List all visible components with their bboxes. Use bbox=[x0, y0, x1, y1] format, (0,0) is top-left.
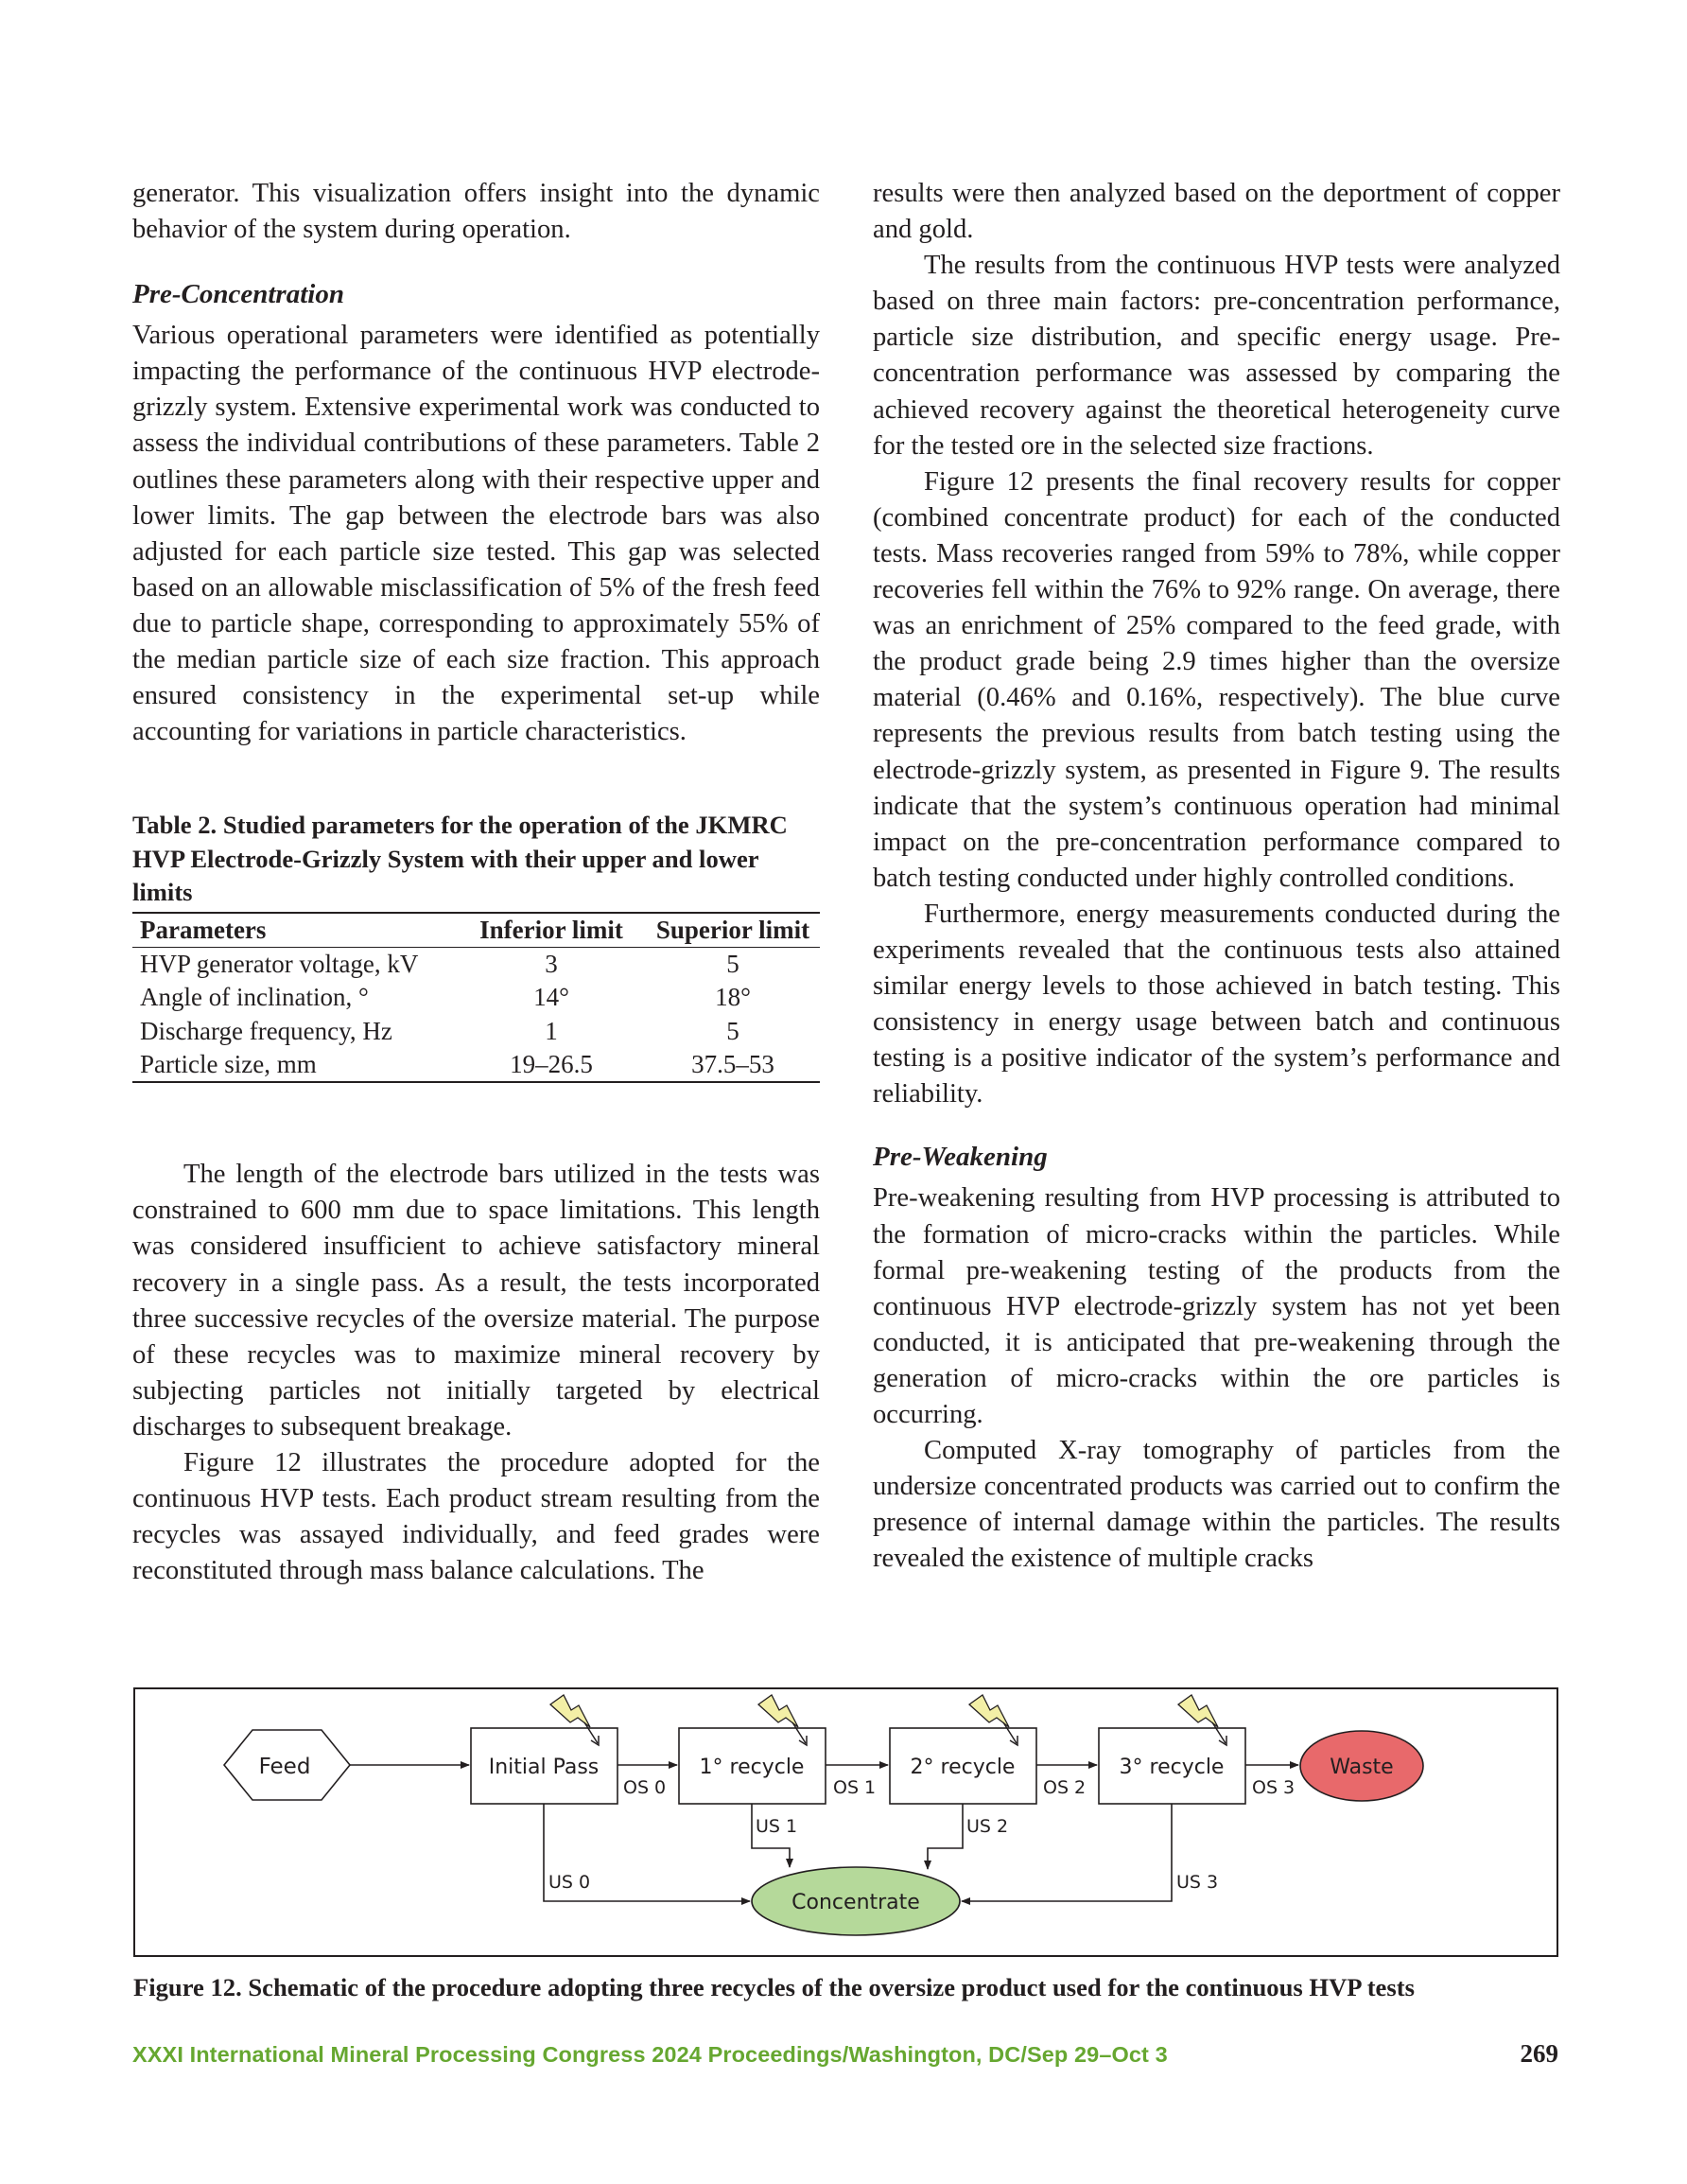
pre-weakening-paragraph-2: Computed X-ray tomography of particles from the undersize concentrated products was carried out to confirm the presence of internal damage within the particles. The results revealed the existence of multiple cracks bbox=[873, 1436, 1560, 1574]
recycle3-label: 3° recycle bbox=[1119, 1756, 1225, 1779]
waste-label: Waste bbox=[1330, 1756, 1394, 1779]
table-row bbox=[132, 1015, 820, 1048]
table-row bbox=[132, 948, 820, 982]
stream-label-os2: OS 2 bbox=[1043, 1777, 1087, 1798]
pre-weakening-paragraph-1: Pre-weakening resulting from HVP processing is attributed to the formation of micro-cracks within the particles. While formal pre-weakening testing of the products from the continuous HVP electrode-grizzly system has not yet been conducted, it is anticipated that pre-weakening through the generation of micro-cracks within the ore particles is occurring. bbox=[873, 1183, 1560, 1429]
left-column bbox=[132, 176, 820, 1589]
initial-pass-label: Initial Pass bbox=[488, 1756, 600, 1779]
page-number: 269 bbox=[1520, 2039, 1558, 2068]
stream-label-us3: US 3 bbox=[1176, 1872, 1219, 1893]
right-column bbox=[873, 176, 1560, 1577]
table-row bbox=[132, 1048, 820, 1082]
results-paragraph-2: The results from the continuous HVP tests were analyzed based on three main factors: pre-concentration performance, particle size distribution, and specific energy usage. Pre-concentration performance was assessed by comparing the achieved recovery against the theoretical heterogeneity curve for the tested ore in the selected size fractions. bbox=[873, 251, 1560, 461]
table-header-cell: Parameters bbox=[132, 913, 457, 948]
table-cell: HVP generator voltage, kV bbox=[140, 950, 419, 979]
table-cell: 19–26.5 bbox=[457, 1048, 646, 1082]
section-heading-pre-concentration: Pre-Concentration bbox=[132, 279, 344, 310]
stream-label-us2: US 2 bbox=[966, 1816, 1009, 1837]
feed-label: Feed bbox=[258, 1755, 311, 1779]
stream-label-os0: OS 0 bbox=[623, 1777, 667, 1798]
stream-label-us0: US 0 bbox=[548, 1872, 591, 1893]
table-cell: 14° bbox=[533, 983, 569, 1012]
stream-label-os1: OS 1 bbox=[833, 1777, 877, 1798]
results-paragraph-1: results were then analyzed based on the deportment of copper and gold. bbox=[873, 179, 1560, 245]
figure-12-intro-paragraph: Figure 12 illustrates the procedure adopted for the continuous HVP tests. Each product stream resulting from the recycles was assayed individually, and feed grades were reconstituted through mass balance calculations. The bbox=[132, 1448, 820, 1586]
electrode-length-paragraph: The length of the electrode bars utilized in the tests was constrained to 600 mm due to space limitations. This length was considered insufficient to achieve satisfactory mineral recovery in a single pass. As a result, the tests incorporated three successive recycles of the oversize material. The purpose of these recycles was to maximize mineral recovery by subjecting particles not initially targeted by electrical discharges to subsequent breakage. bbox=[132, 1160, 820, 1441]
concentrate-label: Concentrate bbox=[791, 1891, 920, 1914]
section-heading-pre-weakening: Pre-Weakening bbox=[873, 1142, 1048, 1173]
figure-12-flowsheet bbox=[133, 1687, 1558, 1957]
arrow-us2 bbox=[928, 1804, 963, 1869]
parameters-table bbox=[132, 912, 820, 1083]
table-cell: Discharge frequency, Hz bbox=[140, 1016, 392, 1045]
stream-label-os3: OS 3 bbox=[1252, 1777, 1296, 1798]
footer-text: XXXI International Mineral Processing Congress 2024 Proceedings/Washington, DC/Sep 29–Oct 3 bbox=[132, 2042, 1168, 2067]
table-header-cell: Inferior limit bbox=[457, 913, 646, 948]
recycle1-label: 1° recycle bbox=[699, 1756, 805, 1779]
table-header-row bbox=[132, 913, 820, 948]
results-paragraph-4: Furthermore, energy measurements conducted during the experiments revealed that the continuous tests also attained similar energy levels to those achieved in batch testing. This consistency in energy usage between batch and continuous testing is a positive indicator of the system’s performance and reliability. bbox=[873, 899, 1560, 1109]
results-paragraph-3: Figure 12 presents the final recovery results for copper (combined concentrate product) for each of the conducted tests. Mass recoveries ranged from 59% to 78%, while copper recoveries fell within the 76% to 92% range. On average, there was an enrichment of 25% compared to the feed grade, with the product grade being 2.9 times higher than the oversize material (0.46% and 0.16%, respectively). The blue curve represents the previous results from batch testing using the electrode-grizzly system, as presented in Figure 9. The results indicate that the system’s continuous operation had minimal impact on the pre-concentration performance compared to batch testing conducted under highly controlled conditions. bbox=[873, 466, 1560, 893]
recycle2-label: 2° recycle bbox=[910, 1756, 1016, 1779]
table-cell: 5 bbox=[726, 950, 739, 979]
figure-caption: Figure 12. Schematic of the procedure adopting three recycles of the oversize product used for the continuous HVP tests bbox=[133, 1973, 1415, 2001]
table-cell: 37.5–53 bbox=[646, 1048, 820, 1082]
table-cell: 18° bbox=[715, 983, 751, 1012]
table-cell: Angle of inclination, ° bbox=[140, 983, 369, 1012]
table-caption: Table 2. Studied parameters for the operation of the JKMRC HVP Electrode-Grizzly System with their upper and lower limits bbox=[132, 811, 788, 907]
page-footer bbox=[132, 2039, 1558, 2080]
table-row bbox=[132, 981, 820, 1014]
table-cell: Particle size, mm bbox=[132, 1048, 457, 1082]
table-header-cell: Superior limit bbox=[646, 913, 820, 948]
intro-paragraph: generator. This visualization offers insight into the dynamic behavior of the system during operation. bbox=[132, 179, 820, 245]
stream-label-us1: US 1 bbox=[756, 1816, 798, 1837]
pre-concentration-paragraph: Various operational parameters were identified as potentially impacting the performance of the continuous HVP electrode-grizzly system. Extensive experimental work was conducted to assess the individual contributions of these parameters. Table 2 outlines these parameters along with their respective upper and lower limits. The gap between the electrode bars was also adjusted for each particle size tested. This gap was selected based on an allowable misclassification of 5% of the fresh feed due to particle shape, corresponding to approximately 55% of the median particle size of each size fraction. This approach ensured consistency in the experimental set-up while accounting for variations in particle characteristics. bbox=[132, 321, 820, 747]
table-cell: 1 bbox=[545, 1016, 558, 1045]
table-cell: 3 bbox=[545, 950, 558, 979]
flowsheet-diagram bbox=[135, 1689, 1556, 1954]
table-cell: 5 bbox=[726, 1016, 739, 1045]
